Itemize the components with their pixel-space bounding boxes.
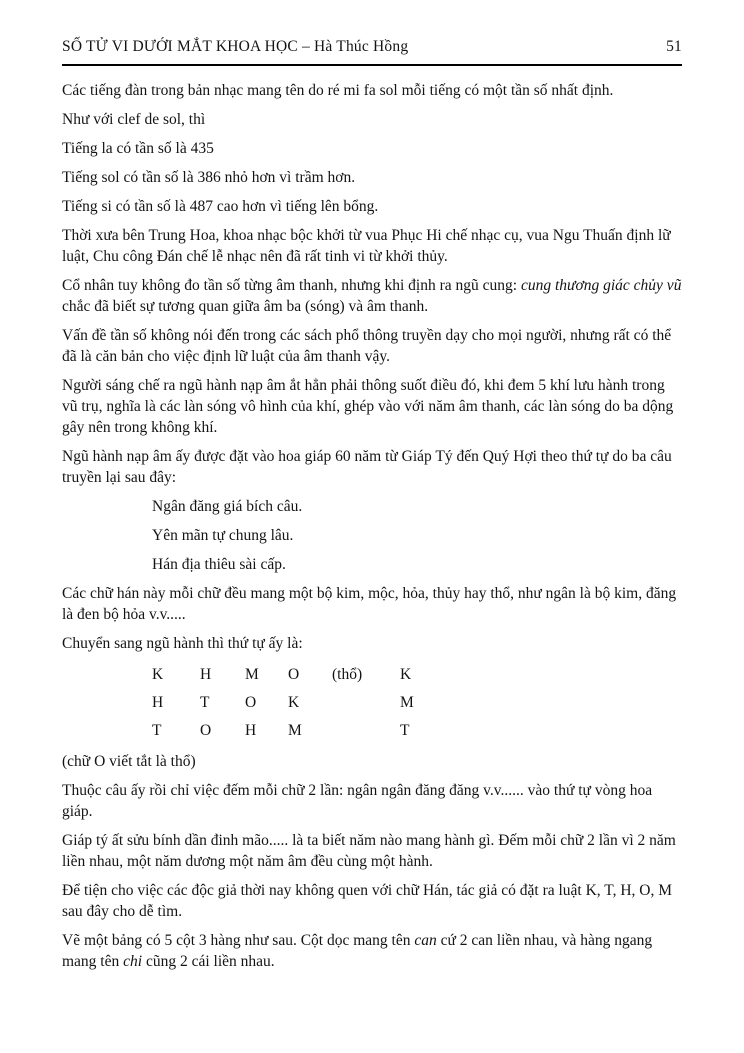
- letter-table-cell: T: [400, 722, 410, 739]
- text-run: Tiếng si có tần số là 487 cao hơn vì tiếng lên bổng.: [62, 198, 379, 215]
- text-run: Để tiện cho việc các độc giả thời nay không quen với chữ Hán, tác giả có đặt ra luật K, T, H, O, M sau đây cho dễ tìm.: [62, 882, 673, 920]
- letter-table-cell: T: [152, 722, 162, 739]
- text-run: Các chữ hán này mỗi chữ đều mang một bộ kim, mộc, hỏa, thủy hay thổ, như ngân là bộ kim, đăng là đen bộ hỏa v.v.....: [62, 585, 677, 623]
- paragraph: [62, 446, 682, 488]
- paragraph: [62, 751, 682, 772]
- text-run: chắc đã biết sự tương quan giữa âm ba (sóng) và âm thanh.: [62, 298, 429, 315]
- letter-table-cell: K: [288, 694, 300, 711]
- text-run: Vẽ một bảng có 5 cột 3 hàng như sau. Cột dọc mang tên: [62, 932, 415, 949]
- verse-line: [152, 525, 682, 546]
- paragraph: [62, 325, 682, 367]
- italic-run: can: [414, 932, 437, 949]
- paragraph: [62, 880, 682, 922]
- text-run: Người sáng chế ra ngũ hành nạp âm ắt hẳn phải thông suốt điều đó, khi đem 5 khí lưu hành trong vũ trụ, nghĩa là các làn sóng vô hình của khí, ghép vào với năm âm thanh, các làn sóng do ba dộng gây nên trong không khí.: [62, 377, 674, 436]
- text-run: Vấn đề tần số không nói đến trong các sách phổ thông truyền dạy cho mọi người, nhưng rất có thể đã là căn bản cho việc định lữ luật của âm thanh vậy.: [62, 327, 672, 365]
- text-run: (chữ O viết tắt là thổ): [62, 753, 196, 770]
- letter-table: [152, 664, 682, 741]
- paragraph: [62, 109, 682, 130]
- text-run: Như với clef de sol, thì: [62, 111, 206, 128]
- paragraph: [62, 633, 682, 654]
- letter-table-cell: H: [152, 694, 164, 711]
- text-run: Yên mãn tự chung lâu.: [152, 527, 294, 544]
- text-run: Chuyển sang ngũ hành thì thứ tự ấy là:: [62, 635, 303, 652]
- letter-table-cell: K: [400, 666, 412, 683]
- text-run: Giáp tý ất sửu bính dần đinh mão..... là ta biết năm nào mang hành gì. Đếm mỗi chữ 2 lần vì 2 năm liền nhau, một năm dương một năm âm đều cùng một hành.: [62, 832, 676, 870]
- letter-table-cell: O: [200, 722, 212, 739]
- letter-table-cell: O: [245, 694, 257, 711]
- page-number: 51: [666, 38, 682, 55]
- text-run: Ngũ hành nạp âm ấy được đặt vào hoa giáp 60 năm từ Giáp Tý đến Quý Hợi theo thứ tự do ba câu truyền lại sau đây:: [62, 448, 672, 486]
- page-header: [62, 38, 682, 66]
- italic-run: cung thương giác chủy vũ: [520, 277, 682, 294]
- paragraph: [62, 375, 682, 438]
- text-run: Các tiếng đàn trong bản nhạc mang tên do ré mi fa sol mỗi tiếng có một tần số nhất định.: [62, 82, 614, 99]
- text-run: Ngân đăng giá bích câu.: [152, 498, 303, 515]
- letter-table-row: [152, 692, 682, 713]
- text-run: cứ 2 can liền nhau, và hàng ngang mang tên: [62, 932, 653, 970]
- letter-table-cell: [332, 720, 400, 741]
- paragraph: [62, 830, 682, 872]
- letter-table-cell: H: [245, 722, 257, 739]
- letter-table-cell: M: [400, 694, 414, 711]
- text-run: Hán địa thiêu sài cấp.: [152, 556, 286, 573]
- paragraph: [62, 275, 682, 317]
- paragraph: [62, 196, 682, 217]
- page-content: [62, 66, 682, 972]
- letter-table-row: [152, 664, 682, 685]
- text-run: Tiếng sol có tần số là 386 nhỏ hơn vì trầm hơn.: [62, 169, 356, 186]
- paragraph: [62, 225, 682, 267]
- letter-table-cell: M: [245, 666, 259, 683]
- verse-line: [152, 496, 682, 517]
- paragraph: [62, 80, 682, 101]
- text-run: Thời xưa bên Trung Hoa, khoa nhạc bộc khởi từ vua Phục Hi chế nhạc cụ, vua Ngu Thuấn định lữ luật, Chu công Đán chế lễ nhạc nên đã rất tinh vi từ khởi thủy.: [62, 227, 671, 265]
- text-run: Tiếng la có tần số là 435: [62, 140, 214, 157]
- paragraph: [62, 780, 682, 822]
- letter-table-cell: H: [200, 666, 212, 683]
- paragraph: [62, 138, 682, 159]
- letter-table-cell: (thổ): [332, 666, 363, 683]
- letter-table-cell: K: [152, 666, 164, 683]
- text-run: cũng 2 cái liền nhau.: [142, 953, 275, 970]
- letter-table-cell: [332, 692, 400, 713]
- text-run: Cổ nhân tuy không đo tần số từng âm thanh, nhưng khi định ra ngũ cung:: [62, 277, 521, 294]
- running-title: SỐ TỬ VI DƯỚI MẮT KHOA HỌC – Hà Thúc Hồng: [62, 38, 409, 55]
- letter-table-cell: O: [288, 666, 300, 683]
- text-run: Thuộc câu ấy rồi chỉ việc đếm mỗi chữ 2 lần: ngân ngân đăng đăng v.v...... vào thứ tự vòng hoa giáp.: [62, 782, 653, 820]
- letter-table-cell: M: [288, 722, 302, 739]
- letter-table-cell: T: [200, 694, 210, 711]
- paragraph: [62, 167, 682, 188]
- verse-line: [152, 554, 682, 575]
- italic-run: chi: [123, 953, 143, 970]
- paragraph: [62, 583, 682, 625]
- letter-table-row: [152, 720, 682, 741]
- paragraph: [62, 930, 682, 972]
